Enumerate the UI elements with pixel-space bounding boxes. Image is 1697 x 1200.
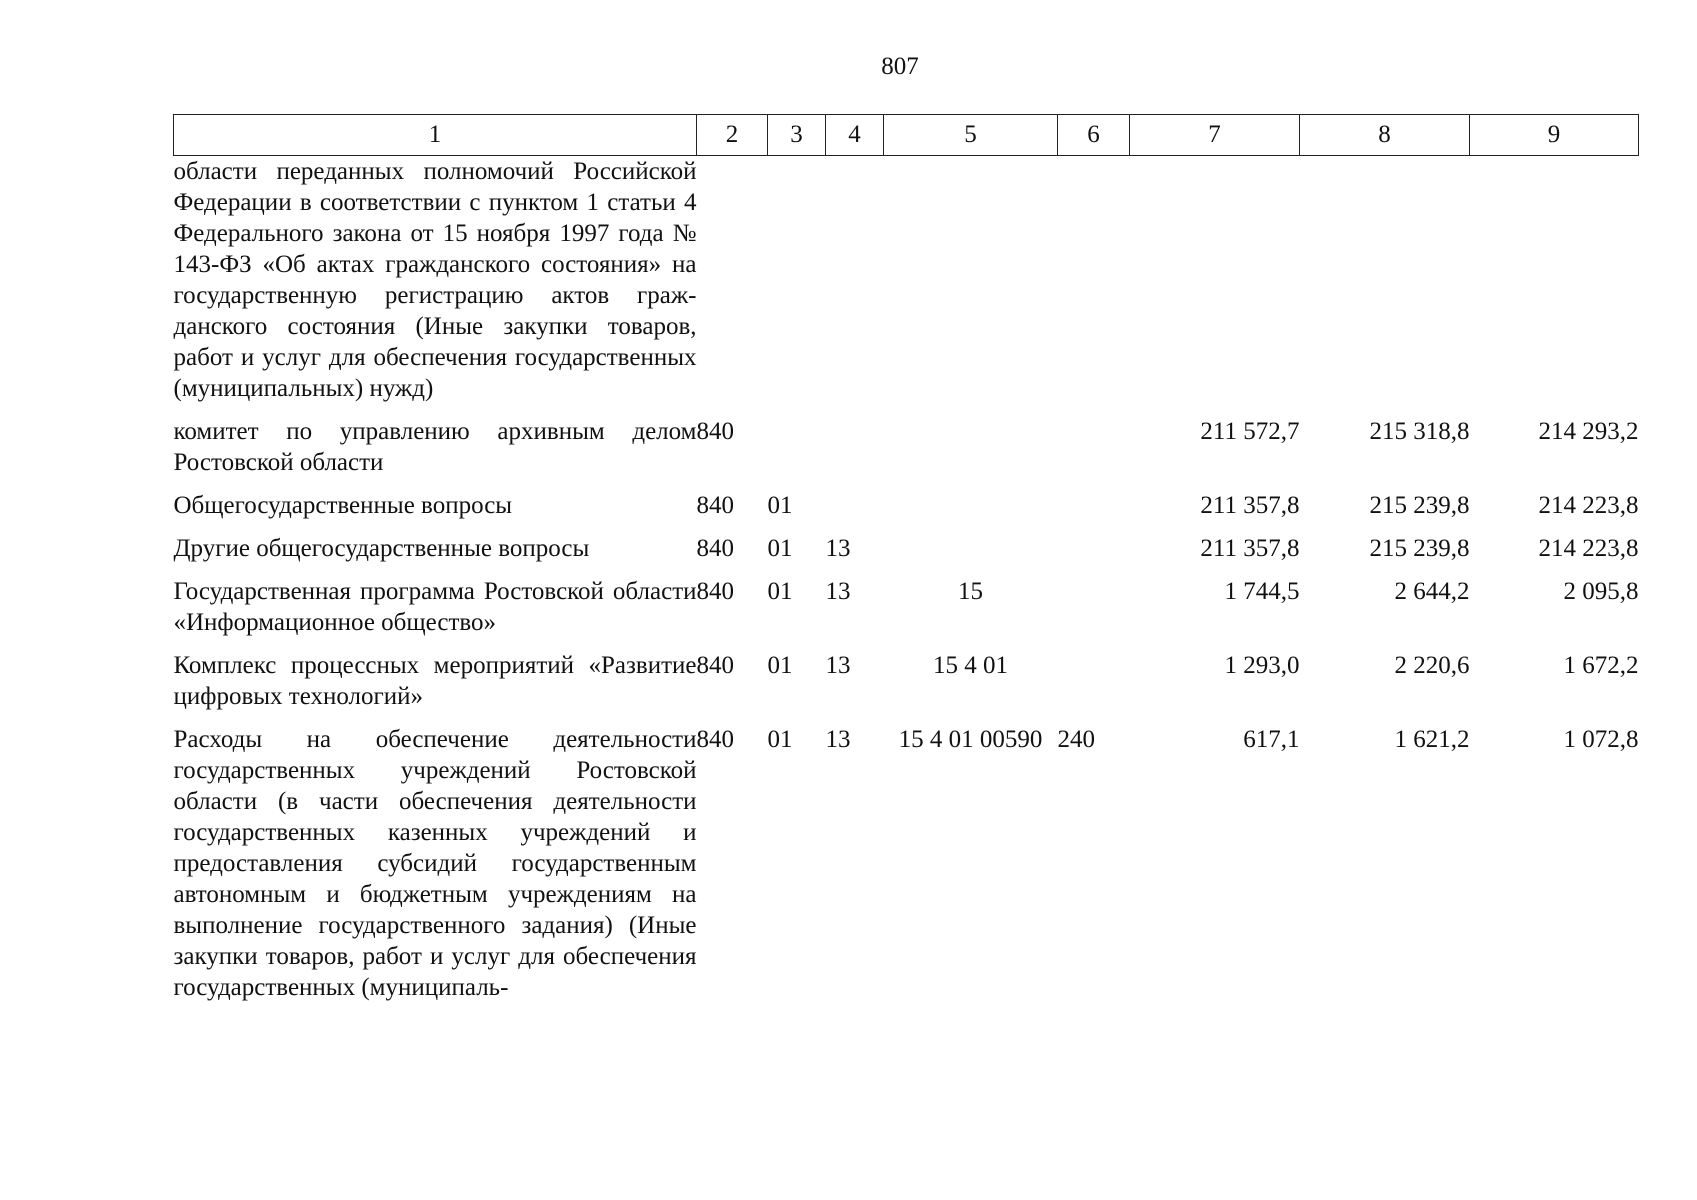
subsection-code-cell: 13 [825,726,851,753]
row-name-cell: комитет по управлению архивным делом Ростовской области [173,418,697,476]
table-row [174,404,1639,478]
subsection-code-cell [826,404,884,478]
amount-col7-cell: 211 357,8 [1200,492,1300,519]
header-cell-7: 7 [1130,115,1300,156]
row-name-cell: Государственная программа Ростовской области «Информационное общество» [173,578,697,636]
ministry-code-cell: 840 [696,726,734,753]
amount-col9-cell: 2 095,8 [1563,578,1639,605]
ministry-code-cell [697,156,768,405]
table-row [174,712,1639,1003]
target-article-cell: 15 4 01 [933,652,1008,679]
table-row [174,478,1639,521]
header-cell-3: 3 [768,115,826,156]
section-code-cell: 01 [767,535,793,562]
table-row [174,564,1639,638]
amount-col8-cell [1300,156,1470,405]
section-code-cell: 01 [767,726,793,753]
amount-col8-cell: 215 239,8 [1369,535,1470,562]
amount-col9-cell: 214 223,8 [1538,492,1639,519]
subsection-code-cell [826,478,884,521]
section-code-cell: 01 [767,492,793,519]
ministry-code-cell: 840 [696,418,734,445]
section-code-cell: 01 [767,652,793,679]
header-cell-2: 2 [697,115,768,156]
budget-table [173,114,1639,1003]
subsection-code-cell [826,156,884,405]
amount-col7-cell: 1 293,0 [1224,652,1300,679]
section-code-cell [768,156,826,405]
amount-col8-cell: 2 644,2 [1394,578,1470,605]
header-cell-5: 5 [884,115,1058,156]
header-cell-9: 9 [1470,115,1639,156]
header-row [174,115,1639,156]
expense-type-cell [1058,404,1130,478]
table-row [174,156,1639,405]
amount-col9-cell: 1 672,2 [1563,652,1639,679]
row-name-cell: области переданных полномочий Российской Федерации в соответствии с пунктом 1 статьи 4 Федерального закона от 15 ноября 1997 года № 143-ФЗ «Об актах гражданского состояния» на государственную регистрацию актов гражданского состояния (Иные закупки товаров, работ и услуг для обеспечения государственных (муниципальных) нужд) [173,158,697,402]
amount-col9-cell [1470,156,1639,405]
ministry-code-cell: 840 [696,492,734,519]
section-code-cell: 01 [767,578,793,605]
row-name-cell: Общегосударственные вопросы [173,492,513,519]
amount-col8-cell: 215 239,8 [1369,492,1470,519]
header-cell-4: 4 [826,115,884,156]
amount-col7-cell: 211 572,7 [1200,418,1300,445]
section-code-cell [768,404,826,478]
expense-type-cell [1058,521,1130,564]
expense-type-cell [1058,156,1130,405]
subsection-code-cell: 13 [825,578,851,605]
ministry-code-cell: 840 [696,578,734,605]
amount-col7-cell: 211 357,8 [1200,535,1300,562]
row-name-cell: Расходы на обеспечение деятельности государственных учреждений Ростовской области (в части обеспечения деятельности государственных казенных учреждений и предоставления субсидий государственным автономным и бюджетным учреждениям на выполнение государственного задания) (Иные закупки товаров, работ и услуг для обеспечения государственных (муниципаль- [173,726,697,1001]
amount-col8-cell: 2 220,6 [1394,652,1470,679]
target-article-cell: 15 [958,578,983,605]
header-cell-1: 1 [174,115,697,156]
amount-col9-cell: 214 223,8 [1538,535,1639,562]
amount-col8-cell: 1 621,2 [1394,726,1470,753]
amount-col8-cell: 215 318,8 [1369,418,1470,445]
table-row [174,638,1639,712]
header-cell-6: 6 [1058,115,1130,156]
subsection-code-cell: 13 [825,652,851,679]
header-cell-8: 8 [1300,115,1470,156]
expense-type-cell [1058,638,1130,712]
expense-type-cell: 240 [1057,726,1095,753]
row-name-cell: Комплекс процессных мероприятий «Развитие цифровых технологий» [173,652,697,710]
amount-col9-cell: 214 293,2 [1538,418,1639,445]
target-article-cell: 15 4 01 00590 [898,726,1043,753]
amount-col7-cell: 617,1 [1243,726,1300,753]
subsection-code-cell: 13 [825,535,851,562]
expense-type-cell [1058,564,1130,638]
target-article-cell [884,156,1058,405]
amount-col7-cell [1130,156,1300,405]
ministry-code-cell: 840 [696,652,734,679]
page-number: 807 [881,53,919,80]
target-article-cell [884,404,1058,478]
amount-col9-cell: 1 072,8 [1563,726,1639,753]
target-article-cell [884,521,1058,564]
ministry-code-cell: 840 [696,535,734,562]
table-row [174,521,1639,564]
amount-col7-cell: 1 744,5 [1224,578,1300,605]
row-name-cell: Другие общегосударственные вопросы [173,535,590,562]
target-article-cell [884,478,1058,521]
expense-type-cell [1058,478,1130,521]
